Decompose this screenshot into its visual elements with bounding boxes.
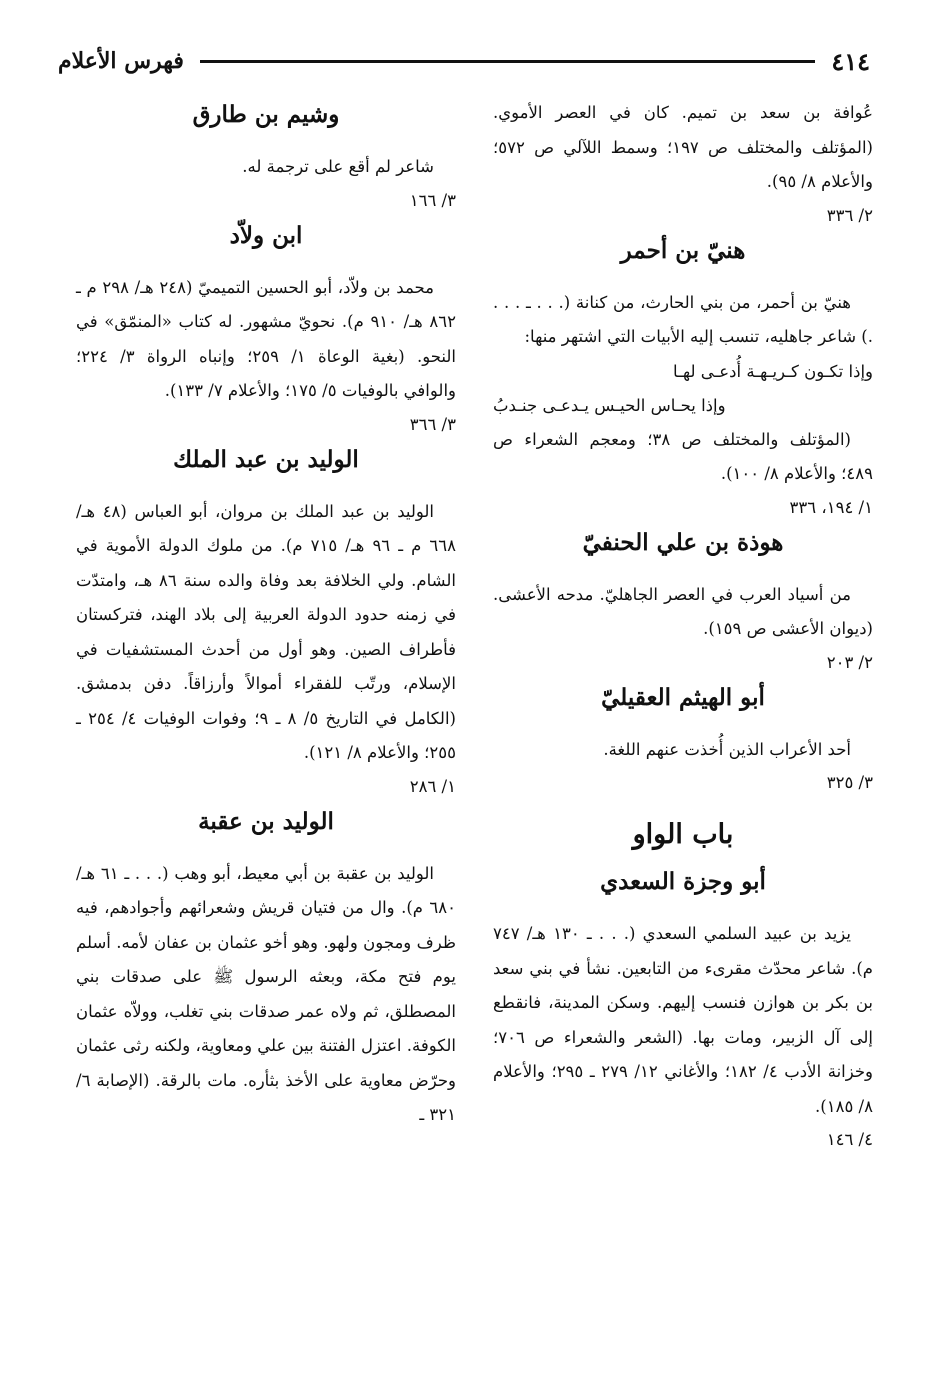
entry-title: الوليد بن عقبة [198, 807, 334, 835]
entry-title: الوليد بن عبد الملك [173, 445, 359, 473]
entry-title: أبو وجزة السعدي [600, 868, 766, 895]
entry-title: هنيّ بن أحمر [620, 236, 746, 264]
entry-reference: ٣/ ١٦٦ [409, 190, 456, 210]
page-number: ٤١٤ [831, 46, 870, 76]
entry-hunayy [493, 234, 873, 524]
entry-title: ابن ولاّد [229, 221, 303, 249]
verse-line: وإذا يحـاس الحيـس يـدعـى جنـدبُ [493, 395, 726, 415]
entry-awafa [493, 96, 873, 232]
entry-body: عُوافة بن سعد بن تميم. كان في العصر الأموي. (المؤتلف والمختلف ص ١٩٧؛ وسمط اللآلي ص ٥٧٢؛ والأعلام ٨/ ٩٥). [493, 103, 873, 191]
left-column [76, 96, 456, 1366]
entry-abu-al-haytham [493, 681, 873, 800]
page-header [58, 38, 870, 84]
entry-al-walid-uqba [76, 805, 456, 1133]
entry-body: شاعر لم أقع على ترجمة له. [242, 157, 434, 176]
entry-body: (المؤتلف والمختلف ص ٣٨؛ ومعجم الشعراء ص ٤٨٩؛ والأعلام ٨/ ١٠٠). [493, 429, 873, 483]
entry-reference: ١/ ٢٨٦ [409, 776, 456, 796]
entry-body: الوليد بن عبد الملك بن مروان، أبو العباس (٤٨ هـ/ ٦٦٨ م ـ ٩٦ هـ/ ٧١٥ م). من ملوك الدولة الأموية في الشام. ولي الخلافة بعد وفاة والده سنة ٨٦ هـ، وامتدّت في زمنه حدود الدولة العربية إلى بلاد الهند، فتركستان فأطراف الصين. وهو أول من أحدث المستشفيات في الإسلام، ورتّب للفقراء أموالاً وأرزاقاً. دفن بدمشق. (الكامل في التاريخ ٥/ ٨ ـ ٩؛ وفوات الوفيات ٤/ ٢٥٤ ـ ٢٥٥؛ والأعلام ٨/ ١٢١). [76, 501, 456, 762]
header-rule [200, 60, 815, 63]
entry-reference: ٢/ ٢٠٣ [826, 652, 873, 672]
entry-title: هوذة بن علي الحنفيّ [582, 528, 784, 556]
entry-hawdha [493, 526, 873, 679]
entry-body: الوليد بن عقبة بن أبي معيط، أبو وهب (. . . ـ ٦١ هـ/ ٦٨٠ م). وال من فتيان قريش وشعرائهم وأجوادهم، فيه ظرف ومجون ولهو. وهو أخو عثمان بن عفان لأمه. أسلم يوم فتح مكة، وبعثه الرسول ﷺ على صدقات بني المصطلق، ثم ولاه عمر صدقات بني تغلب، وولاّه عثمان الكوفة. اعتزل الفتنة بين علي ومعاوية، ولكنه رثى عثمان وحرّض معاوية على الأخذ بثأره. مات بالرقة. (الإصابة ٦/ ٣٢١ ـ [76, 863, 456, 1124]
entry-reference: ٤/ ١٤٦ [826, 1130, 873, 1149]
entry-body: يزيد بن عبيد السلمي السعدي (. . . ـ ١٣٠ هـ/ ٧٤٧ م). شاعر محدّث مقرىء من التابعين. نشأ في بني سعد بن بكر بن هوازن فنسب إليهم. وسكن المدينة، فانقطع إلى آل الزبير، ومات بها. (الشعر والشعراء ص ٧٠٦؛ وخزانة الأدب ٤/ ١٨٢؛ والأغاني ١٢/ ٢٧٩ ـ ٢٩٥؛ والأعلام ٨/ ١٨٥). [493, 924, 874, 1116]
entry-abu-wajza [493, 865, 873, 1156]
entry-reference: ١/ ١٩٤، ٣٣٦ [789, 497, 873, 517]
entry-body: هنيّ بن أحمر، من بني الحارث، من كنانة (. . . ـ . . . .) شاعر جاهليه، تنسب إليه الأبيات التي اشتهر منها: [493, 292, 873, 346]
entry-body: أحد الأعراب الذين أُخذت عنهم اللغة. [603, 739, 851, 759]
right-column [493, 96, 873, 1366]
running-title: فهرس الأعلام [58, 48, 184, 74]
entry-body: محمد بن ولاّد، أبو الحسين التميميّ (٢٤٨ هـ/ ٢٩٨ م ـ ٨٦٢ هـ/ ٩١٠ م). نحويّ مشهور. له كتاب «المنمّق» في النحو. (بغية الوعاة ١/ ٢٥٩؛ وإنباه الرواة ٣/ ٢٢٤؛ والوافي بالوفيات ٥/ ١٧٥؛ والأعلام ٧/ ١٣٣). [76, 277, 456, 400]
verse-line: وإذا تكـون كـريـهـة أُدعـى لهـا [672, 361, 873, 381]
entry-reference: ٢/ ٣٣٦ [826, 205, 873, 225]
chapter-title: باب الواو [632, 819, 734, 850]
entry-title: وشيم بن طارق [192, 101, 340, 128]
entry-ibn-wallad [76, 219, 456, 441]
entry-reference: ٣/ ٣٢٥ [826, 773, 873, 792]
entry-washim [76, 98, 456, 217]
entry-body: من أسياد العرب في العصر الجاهليّ. مدحه الأعشى. (ديوان الأعشى ص ١٥٩). [493, 584, 873, 638]
entry-al-walid-abd-al-malik [76, 443, 456, 803]
entry-reference: ٣/ ٣٦٦ [409, 414, 456, 434]
entry-title: أبو الهيثم العقيليّ [601, 683, 765, 711]
